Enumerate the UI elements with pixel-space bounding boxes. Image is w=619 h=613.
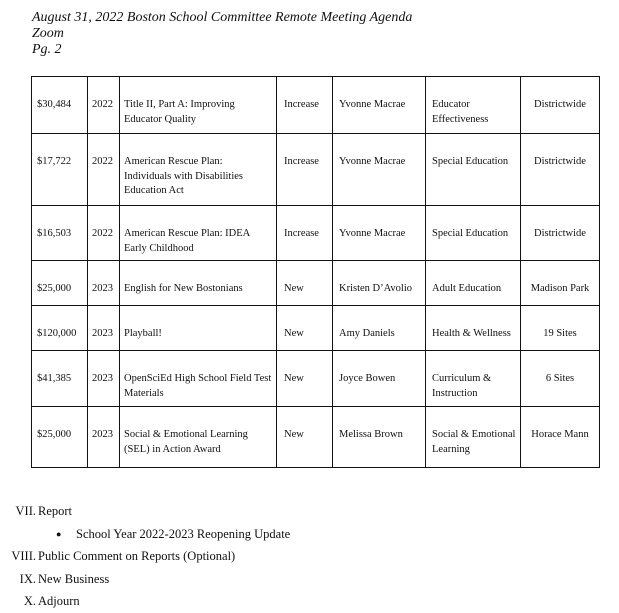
grant-year: 2022 <box>88 206 120 261</box>
grant-amount: $25,000 <box>32 261 88 306</box>
grant-location: 6 Sites <box>521 351 600 407</box>
agenda-item-label: Public Comment on Reports (Optional) <box>38 549 236 563</box>
grant-title: American Rescue Plan: IDEA Early Childhood <box>120 206 277 261</box>
grant-department: Special Education <box>426 134 521 206</box>
grant-contact: Kristen D’Avolio <box>333 261 426 306</box>
grant-change: Increase <box>277 206 333 261</box>
grant-contact: Yvonne Macrae <box>333 77 426 134</box>
agenda-item-number: VII. <box>15 504 36 518</box>
grant-department: Curriculum & Instruction <box>426 351 521 407</box>
agenda-item-label: New Business <box>38 571 110 586</box>
grant-change: New <box>277 407 333 468</box>
grant-title: Social & Emotional Learning (SEL) in Action Award <box>120 407 277 468</box>
agenda-item-number: X. <box>23 594 36 608</box>
agenda-item-label: Report <box>38 504 73 518</box>
grant-change: Increase <box>277 134 333 206</box>
grant-year: 2022 <box>88 77 120 134</box>
agenda-item-number: VIII. <box>11 549 36 563</box>
grant-title: Title II, Part A: Improving Educator Quality <box>120 77 277 134</box>
grant-location: Madison Park <box>521 261 600 306</box>
grant-year: 2023 <box>88 306 120 351</box>
grant-contact: Joyce Bowen <box>333 351 426 407</box>
table-row <box>32 351 600 407</box>
grant-location: 19 Sites <box>521 306 600 351</box>
grants-table <box>31 76 600 468</box>
grant-year: 2023 <box>88 261 120 306</box>
grant-amount: $17,722 <box>32 134 88 206</box>
grant-contact: Melissa Brown <box>333 407 426 468</box>
grant-department: Health & Wellness <box>426 306 521 351</box>
grant-location: Horace Mann <box>521 407 600 468</box>
agenda-item-label: Adjourn <box>38 594 80 608</box>
meeting-platform: Zoom <box>32 26 64 41</box>
grant-amount: $16,503 <box>32 206 88 261</box>
grant-amount: $120,000 <box>32 306 88 351</box>
bullet-icon: ● <box>56 528 62 539</box>
grant-title: Playball! <box>120 306 277 351</box>
grant-change: New <box>277 306 333 351</box>
grant-change: Increase <box>277 77 333 134</box>
meeting-title: August 31, 2022 Boston School Committee Remote Meeting Agenda <box>32 10 413 25</box>
table-row <box>32 261 600 306</box>
grant-change: New <box>277 351 333 407</box>
grant-contact: Amy Daniels <box>333 306 426 351</box>
grant-amount: $41,385 <box>32 351 88 407</box>
grant-year: 2023 <box>88 351 120 407</box>
grant-location: Districtwide <box>521 77 600 134</box>
grant-year: 2023 <box>88 407 120 468</box>
grant-title: OpenSciEd High School Field Test Materials <box>120 351 277 407</box>
table-row <box>32 134 600 206</box>
page-number: Pg. 2 <box>32 42 62 57</box>
table-row <box>32 77 600 134</box>
grant-department: Adult Education <box>426 261 521 306</box>
grant-contact: Yvonne Macrae <box>333 134 426 206</box>
grant-contact: Yvonne Macrae <box>333 206 426 261</box>
grant-department: Educator Effectiveness <box>426 77 521 134</box>
grant-amount: $25,000 <box>32 407 88 468</box>
table-row <box>32 306 600 351</box>
grant-year: 2022 <box>88 134 120 206</box>
grant-change: New <box>277 261 333 306</box>
grant-title: English for New Bostonians <box>120 261 277 306</box>
grant-amount: $30,484 <box>32 77 88 134</box>
agenda-item-number: IX. <box>19 571 36 586</box>
grant-title: American Rescue Plan: Individuals with Disabilities Education Act <box>120 134 277 206</box>
grant-department: Special Education <box>426 206 521 261</box>
grant-department: Social & Emotional Learning <box>426 407 521 468</box>
page-header <box>32 10 412 58</box>
grant-location: Districtwide <box>521 206 600 261</box>
grants-table-body <box>32 77 600 468</box>
table-row <box>32 206 600 261</box>
grant-location: Districtwide <box>521 134 600 206</box>
agenda-subitem-label: School Year 2022-2023 Reopening Update <box>76 526 291 541</box>
table-row <box>32 407 600 468</box>
